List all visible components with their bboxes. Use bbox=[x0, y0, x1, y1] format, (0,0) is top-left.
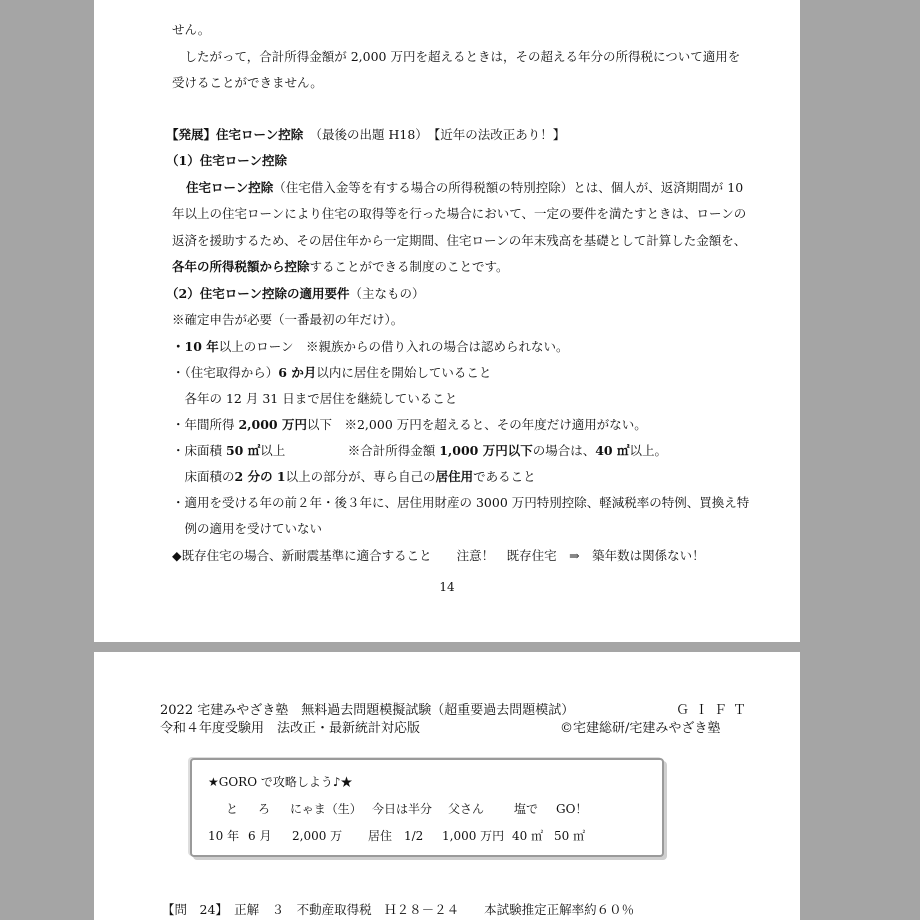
goro-word: 塩で bbox=[514, 802, 539, 816]
text-normal: ・（住宅取得から） bbox=[172, 365, 279, 380]
goro-value: 40 ㎡ bbox=[512, 829, 544, 843]
goro-mnemonic-box bbox=[190, 758, 664, 857]
text-line: 返済を援助するため、その居住年から一定期間、住宅ローンの年末残高を基礎として計算した金額を、 bbox=[172, 233, 747, 248]
bullet-line bbox=[172, 417, 647, 433]
term-desc: （住宅借入金等を有する場合の所得税額の特別控除）とは、個人が、返済期間が 10 bbox=[273, 180, 744, 195]
text-line: せん。 bbox=[172, 22, 211, 37]
text-normal: することができる制度のことです。 bbox=[309, 259, 509, 274]
header-title: 2022 宅建みやざき塾 無料過去問題模擬試験（超重要過去問題模試） bbox=[160, 703, 575, 718]
bullet-line: ・適用を受ける年の前２年・後３年に、居住用財産の 3000 万円特別控除、軽減税率の特例、買換え特 bbox=[172, 495, 750, 510]
text-bold: 1,000 万円以下 bbox=[439, 443, 533, 458]
text-normal: の場合は、 bbox=[532, 443, 596, 458]
goro-word: と bbox=[226, 802, 239, 816]
heading-note: （主なもの） bbox=[349, 286, 425, 301]
goro-value: 50 ㎡ bbox=[554, 829, 586, 843]
text-line: 受けることができません。 bbox=[172, 75, 323, 90]
text-bold: 6 か月 bbox=[278, 365, 317, 380]
goro-value: 2,000 万 bbox=[292, 829, 343, 843]
section-heading-advanced bbox=[166, 127, 565, 143]
text-normal: 以上 ※合計所得金額 bbox=[260, 443, 440, 458]
heading-bold: 【発展】住宅ローン控除 bbox=[166, 127, 304, 142]
bullet-line bbox=[172, 365, 491, 381]
text-bold: 2,000 万円 bbox=[238, 417, 307, 432]
goro-title: ★GORO で攻略しよう♪★ bbox=[208, 775, 353, 789]
text-bold: 40 ㎡ bbox=[595, 443, 630, 458]
page-number: 14 bbox=[439, 580, 455, 594]
text-bold: 2 分の 1 bbox=[234, 469, 286, 484]
text-normal: 以上の部分が、専ら自己の bbox=[285, 469, 436, 484]
text-normal: ・床面積 bbox=[172, 443, 226, 458]
heading-note: （最後の出題 H18） 【近年の法改正あり！】 bbox=[303, 127, 566, 142]
goro-value: 6 月 bbox=[248, 829, 272, 843]
text-line: 年以上の住宅ローンにより住宅の取得等を行った場合において、一定の要件を満たすときは、ローンの bbox=[172, 206, 747, 221]
text-normal: ・年間所得 bbox=[172, 417, 239, 432]
text-line: ※確定申告が必要（一番最初の年だけ）。 bbox=[172, 312, 404, 327]
note-line: ◆既存住宅の場合、新耐震基準に適合すること 注意！ 既存住宅 ⇒ 築年数は関係ない！ bbox=[172, 548, 705, 563]
goro-value: 10 年 bbox=[208, 829, 240, 843]
text-line bbox=[172, 259, 509, 275]
goro-value: 1/2 bbox=[404, 829, 424, 843]
text-line bbox=[172, 469, 536, 485]
subsection-heading-2 bbox=[166, 286, 424, 302]
text-bold: 居住用 bbox=[435, 469, 474, 484]
document-page-14 bbox=[94, 9, 800, 642]
goro-value: 1,000 万円 bbox=[442, 829, 505, 843]
text-bold: ・10 年 bbox=[172, 339, 219, 354]
text-normal: 床面積の bbox=[172, 469, 235, 484]
text-line: 例の適用を受けていない bbox=[172, 521, 323, 536]
goro-word: ろ bbox=[258, 802, 271, 816]
text-normal: 以内に居住を開始していること bbox=[316, 365, 492, 380]
header-copyright: ©宅建総研/宅建みやざき塾 bbox=[560, 721, 721, 736]
goro-value: 居住 bbox=[368, 829, 393, 843]
term-bold: 住宅ローン控除 bbox=[186, 180, 274, 195]
text-normal: 以下 ※2,000 万円を超えると、その年度だけ適用がない。 bbox=[306, 417, 647, 432]
header-subtitle: 令和４年度受験用 法改正・最新統計対応版 bbox=[160, 721, 421, 736]
goro-word: にゃま（生） bbox=[290, 802, 362, 816]
document-page-next bbox=[94, 652, 800, 920]
text-normal: 以上。 bbox=[629, 443, 667, 458]
text-line: 各年の 12 月 31 日まで居住を継続していること bbox=[172, 391, 458, 406]
text-line: したがって，合計所得金額が 2,000 万円を超えるときは，その超える年分の所得税について適用を bbox=[172, 49, 741, 64]
text-normal: 以上のローン ※親族からの借り入れの場合は認められない。 bbox=[218, 339, 569, 354]
text-normal: であること bbox=[473, 469, 536, 484]
bullet-line bbox=[172, 443, 667, 459]
goro-word: GO！ bbox=[556, 802, 588, 816]
heading-bold: （2）住宅ローン控除の適用要件 bbox=[166, 286, 350, 301]
header-brand: ＧＩＦＴ bbox=[676, 703, 753, 718]
question-header: 【問 24】 正解 ３ 不動産取得税 Ｈ２８－２４ 本試験推定正解率約６０％ bbox=[162, 902, 635, 917]
text-line bbox=[186, 180, 743, 196]
subsection-heading-1: （1）住宅ローン控除 bbox=[166, 153, 287, 168]
bullet-line bbox=[172, 339, 569, 355]
goro-word: 父さん bbox=[448, 802, 485, 816]
text-bold: 各年の所得税額から控除 bbox=[172, 259, 310, 274]
goro-word: 今日は半分 bbox=[372, 802, 433, 816]
text-bold: 50 ㎡ bbox=[225, 443, 261, 458]
page-top-edge bbox=[94, 0, 800, 9]
